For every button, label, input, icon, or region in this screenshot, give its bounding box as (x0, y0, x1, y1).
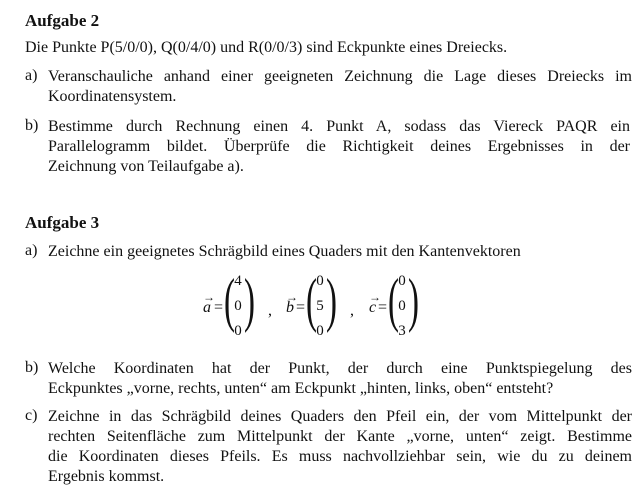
vector-c-symbol: → c (369, 290, 381, 316)
vector-arrow-icon: → (203, 290, 215, 304)
vector-a-x: 4 (234, 273, 242, 289)
aufgabe2-b-line3: Zeichnung von Teilaufgabe a). (48, 158, 244, 175)
aufgabe3-a-label: a) (25, 242, 38, 259)
aufgabe3-b-line2: Eckpunktes „vorne, rechts, unten“ am Eckpunkt „hinten, links, oben“ entsteht? (48, 380, 554, 397)
aufgabe3-a-line1: Zeichne ein geeignetes Schrägbild eines Quaders mit den Kantenvektoren (48, 243, 521, 260)
aufgabe2-b-line2: Parallelogramm bildet. Überprüfe die Richtigkeit deines Ergebnisses in der (48, 138, 630, 155)
aufgabe3-c-line4: Ergebnis kommst. (48, 468, 165, 485)
vector-separator: , (268, 302, 272, 319)
aufgabe3-title: Aufgabe 3 (25, 213, 100, 232)
aufgabe2-a-line1: Veranschauliche anhand einer geeigneten Zeichnung die Lage dieses Dreiecks im (48, 68, 632, 85)
left-paren-icon: ( (306, 267, 317, 333)
aufgabe2-a-line2: Koordinatensystem. (48, 88, 177, 105)
vector-b-x: 0 (316, 273, 324, 289)
vector-a-z: 0 (234, 323, 242, 339)
aufgabe3-c-line2: rechten Seitenfläche zum Mittelpunkt der Kante „vorne, unten“ zeigt. Bestimme (48, 428, 632, 445)
aufgabe3-c-label: c) (25, 407, 38, 424)
aufgabe2-title: Aufgabe 2 (25, 11, 100, 30)
aufgabe3-c-line1: Zeichne in das Schrägbild deines Quaders den Pfeil ein, der vom Mittelpunkt der (48, 408, 632, 425)
vector-a-equals: = (214, 299, 224, 316)
vector-arrow-icon: → (286, 290, 298, 304)
vector-c-x: 0 (398, 273, 406, 289)
vector-c-y: 0 (398, 298, 406, 314)
aufgabe3-b-label: b) (25, 359, 39, 376)
aufgabe2-b-label: b) (25, 117, 39, 134)
vector-c-z: 3 (398, 323, 406, 339)
aufgabe2-a-label: a) (25, 67, 38, 84)
vector-b-equals: = (296, 299, 306, 316)
vector-separator: , (350, 302, 354, 319)
aufgabe3-c-line3: die Koordinaten dieses Pfeils. Es muss nachvollziehbar sein, wie du zu deinem (48, 448, 632, 465)
vector-a-y: 0 (234, 298, 242, 314)
vector-b-y: 5 (316, 298, 324, 314)
vector-arrow-icon: → (369, 290, 381, 304)
aufgabe2-intro: Die Punkte P(5/0/0), Q(0/4/0) und R(0/0/3) sind Eckpunkte eines Dreiecks. (25, 39, 508, 56)
vector-b-symbol: → b (286, 290, 298, 316)
vector-b-z: 0 (316, 323, 324, 339)
right-paren-icon: ) (408, 267, 419, 333)
aufgabe2-b-line1: Bestimme durch Rechnung einen 4. Punkt A, sodass das Viereck PAQR ein (48, 118, 630, 135)
right-paren-icon: ) (244, 267, 255, 333)
vector-c-equals: = (378, 299, 388, 316)
vector-a-symbol: → a (203, 290, 215, 316)
right-paren-icon: ) (326, 267, 337, 333)
aufgabe3-b-line1: Welche Koordinaten hat der Punkt, der durch eine Punktspiegelung des (48, 360, 632, 377)
left-paren-icon: ( (388, 267, 399, 333)
left-paren-icon: ( (224, 267, 235, 333)
